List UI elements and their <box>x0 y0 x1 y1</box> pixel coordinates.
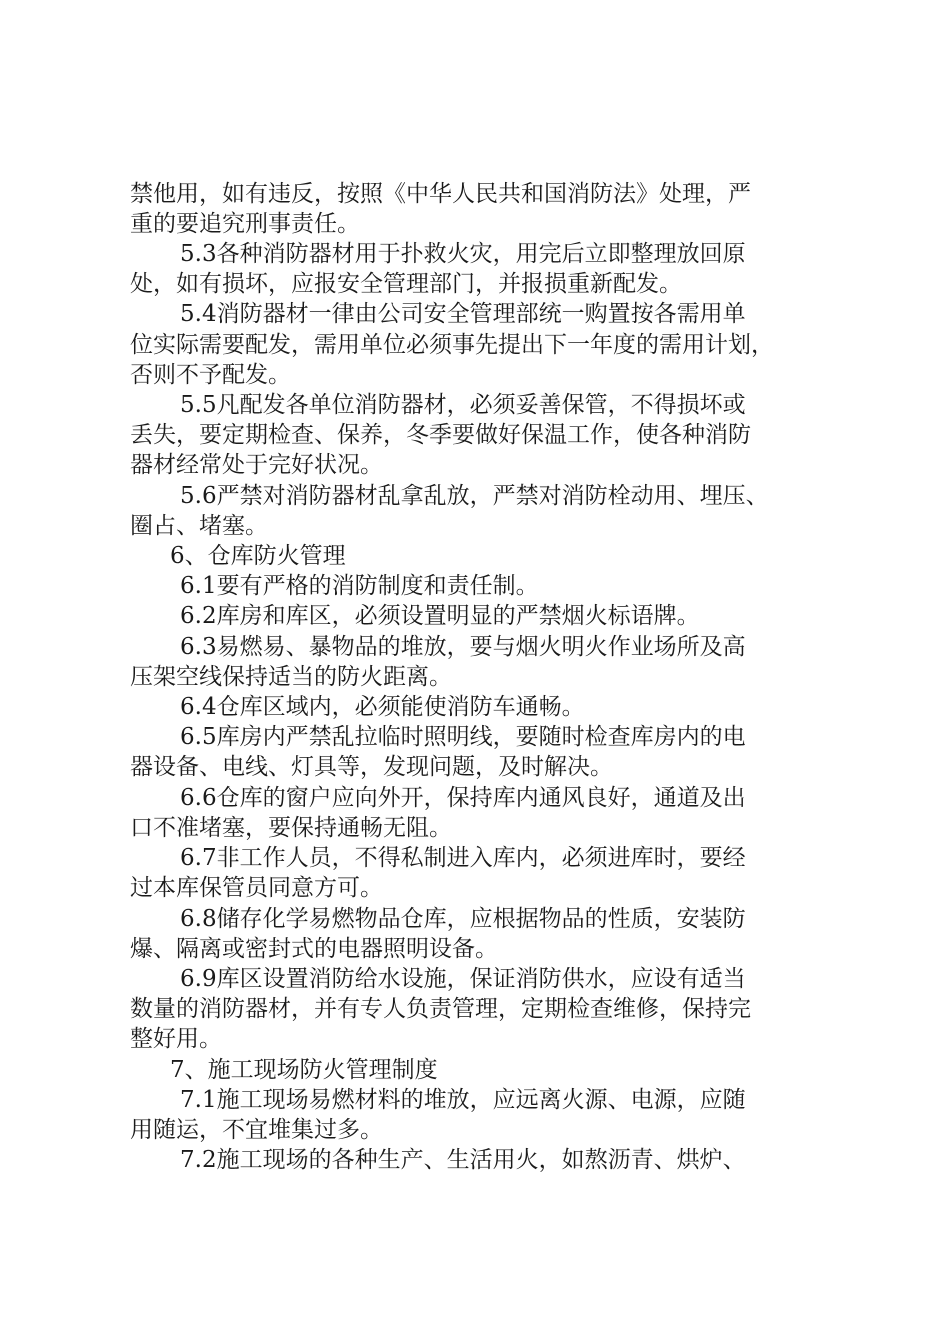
text-line: 6.4仓库区域内，必须能使消防车通畅。 <box>180 694 585 720</box>
text-line: 数量的消防器材，并有专人负责管理，定期检查维修，保持完 <box>130 996 751 1022</box>
text-line: 6.5库房内严禁乱拉临时照明线，要随时检查库房内的电 <box>180 724 746 750</box>
text-line: 6.7非工作人员，不得私制进入库内，必须进库时，要经 <box>180 845 746 871</box>
text-line: 6.2库房和库区，必须设置明显的严禁烟火标语牌。 <box>180 603 700 629</box>
text-line: 否则不予配发。 <box>130 362 291 388</box>
text-line: 口不准堵塞，要保持通畅无阻。 <box>130 815 452 841</box>
text-line: 过本库保管员同意方可。 <box>130 875 383 901</box>
text-line: 5.6严禁对消防器材乱拿乱放，严禁对消防栓动用、埋压、 <box>180 483 769 509</box>
section-heading: 6、仓库防火管理 <box>170 543 346 569</box>
text-line: 圈占、堵塞。 <box>130 513 268 539</box>
text-line: 6.1要有严格的消防制度和责任制。 <box>180 573 539 599</box>
text-line: 位实际需要配发，需用单位必须事先提出下一年度的需用计划， <box>130 332 774 358</box>
text-line: 5.5凡配发各单位消防器材，必须妥善保管，不得损坏或 <box>180 392 746 418</box>
text-line: 压架空线保持适当的防火距离。 <box>130 664 452 690</box>
text-line: 处，如有损坏，应报安全管理部门，并报损重新配发。 <box>130 271 682 297</box>
text-line: 5.3各种消防器材用于扑救火灾，用完后立即整理放回原 <box>180 241 746 267</box>
text-line: 6.3易燃易、暴物品的堆放，要与烟火明火作业场所及高 <box>180 634 746 660</box>
text-line: 重的要追究刑事责任。 <box>130 211 360 237</box>
text-line: 7.1施工现场易燃材料的堆放，应远离火源、电源，应随 <box>180 1087 746 1113</box>
text-line: 7.2施工现场的各种生产、生活用火，如熬沥青、烘炉、 <box>180 1147 746 1173</box>
text-line: 6.9库区设置消防给水设施，保证消防供水，应设有适当 <box>180 966 746 992</box>
text-line: 6.8储存化学易燃物品仓库，应根据物品的性质，安装防 <box>180 906 746 932</box>
text-line: 爆、隔离或密封式的电器照明设备。 <box>130 936 498 962</box>
text-line: 6.6仓库的窗户应向外开，保持库内通风良好，通道及出 <box>180 785 746 811</box>
text-line: 器材经常处于完好状况。 <box>130 452 383 478</box>
section-heading: 7、施工现场防火管理制度 <box>170 1057 438 1083</box>
text-line: 丢失，要定期检查、保养，冬季要做好保温工作，使各种消防 <box>130 422 751 448</box>
text-line: 器设备、电线、灯具等，发现问题，及时解决。 <box>130 754 613 780</box>
text-line: 禁他用，如有违反，按照《中华人民共和国消防法》处理，严 <box>130 181 751 207</box>
text-line: 5.4消防器材一律由公司安全管理部统一购置按各需用单 <box>180 301 746 327</box>
text-line: 用随运，不宜堆集过多。 <box>130 1117 383 1143</box>
text-line: 整好用。 <box>130 1026 222 1052</box>
